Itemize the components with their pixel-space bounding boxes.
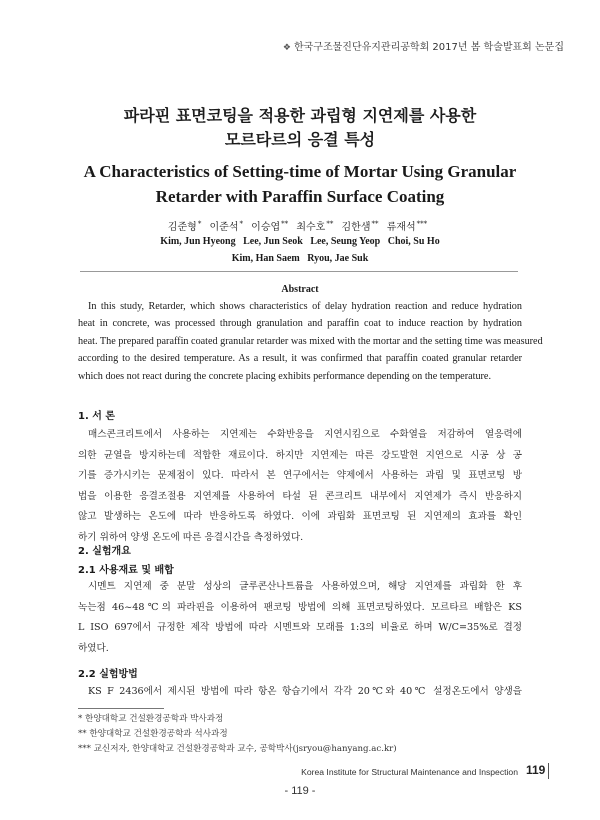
korean-authors xyxy=(0,218,600,233)
affiliation-mark: ** xyxy=(281,219,289,228)
footnotes xyxy=(78,712,397,757)
body-line: 녹는점 46~48℃의 파라핀을 이용하여 팬코팅 방법에 의해 표면코팅하였다. 모르타르 배합은 KS xyxy=(78,601,522,613)
affiliation-mark: * xyxy=(197,219,202,228)
abstract-line: according to the desired temperature. As a result, it was confirmed that paraffin coated granular retarder xyxy=(78,353,522,365)
body-line: 기를 증가시키는 문제점이 있다. 따라서 본 연구에서는 약제에서 사용하는 과립 및 표면코팅 방 xyxy=(78,470,522,482)
author-ko: 김준형 xyxy=(167,222,197,233)
author-ko: 이준석 xyxy=(209,222,239,233)
affiliation-mark: *** xyxy=(416,219,428,228)
section-2-2-heading: 2.2 실험방법 xyxy=(78,669,138,680)
body-line: 의한 균열을 방지하는데 적합한 재료이다. 하지만 지연제는 따른 강도발현 지연으로 시공 상 공 xyxy=(78,449,522,461)
footnote: ** 한양대학교 건설환경공학과 석사과정 xyxy=(78,729,228,739)
abstract-line: which does not react during the concrete placing exhibits performance depending on the temperature. xyxy=(78,370,492,382)
english-title-line-2: Retarder with Paraffin Surface Coating xyxy=(155,187,445,206)
footer-page-number: 119 xyxy=(526,763,546,777)
author-ko: 최수호 xyxy=(296,222,326,233)
footer-divider xyxy=(548,763,549,779)
affiliation-mark: ** xyxy=(371,219,379,228)
body-line: KS F 2436에서 제시된 방법에 따라 항온 항습기에서 각각 20℃와 40℃ 설정온도에서 양생을 xyxy=(88,686,522,697)
footnote: *** 교신저자, 한양대학교 건설환경공학과 교수, 공학박사(jsryou@hanyang.ac.kr) xyxy=(78,744,397,754)
body-line: 법을 이용한 응결조절용 지연제를 사용하여 타설 된 콘크리트 내부에서 지연제가 즉시 반응하지 xyxy=(78,490,522,502)
section-1-body xyxy=(78,425,522,549)
section-2-2-body xyxy=(78,682,522,703)
section-1-heading: 1. 서 론 xyxy=(78,411,116,422)
abstract-line: heat in concrete, was processed through granulation and paraffin coat to induce reaction by hydration xyxy=(78,318,522,330)
abstract-line: In this study, Retarder, which shows characteristics of delay hydration reaction and reduce hydration xyxy=(88,301,522,312)
running-header xyxy=(283,38,564,53)
diamond-bullet-icon: ❖ xyxy=(282,43,291,53)
footnote: * 한양대학교 건설환경공학과 박사과정 xyxy=(78,714,224,724)
korean-title-line-1: 파라핀 표면코팅을 적용한 과립형 지연제를 사용한 xyxy=(123,106,477,125)
abstract-body xyxy=(78,298,543,385)
abstract-line: heat. The prepared paraffin coated granular retarder was mixed with the mortar and the setting time was measured xyxy=(78,335,543,347)
body-line: 하기 위하여 양생 온도에 따른 응결시간을 측정하였다. xyxy=(78,531,304,543)
body-line: 매스콘크리트에서 사용하는 지연제는 수화반응을 지연시킴으로 수화열을 저감하여 열응력에 xyxy=(88,429,522,440)
body-line: 않고 발생하는 온도에 따라 반응하도록 하였다. 이에 과립화 표면코팅 된 지연제의 효과를 확인 xyxy=(78,511,522,523)
affiliation-mark: * xyxy=(239,219,243,228)
section-2-heading: 2. 실험개요 xyxy=(78,546,131,557)
section-2-1-body xyxy=(78,577,522,659)
abstract-heading: Abstract xyxy=(281,284,319,295)
running-header-text: 한국구조물진단유지관리공학회 2017년 봄 학술발표회 논문집 xyxy=(293,42,564,53)
english-title-line-1: A Characteristics of Setting-time of Mortar Using Granular xyxy=(83,162,517,181)
body-line: 하였다. xyxy=(78,642,109,654)
footer-institute: Korea Institute for Structural Maintenance and Inspection xyxy=(301,767,518,777)
korean-title-line-2: 모르타르의 응결 특성 xyxy=(224,130,376,149)
english-authors-line-2: Kim, Han Saem Ryou, Jae Suk xyxy=(231,253,369,264)
footnote-rule xyxy=(78,708,164,709)
body-line: L ISO 697에서 규정한 제작 방법에 따라 시멘트와 모래를 1:3의 비율로 하며 W/C=35%로 결정 xyxy=(78,622,522,634)
section-2-1-heading: 2.1 사용재료 및 배합 xyxy=(78,565,174,576)
author-ko: 이승엽 xyxy=(251,222,281,233)
english-authors-line-1: Kim, Jun Hyeong Lee, Jun Seok Lee, Seung Yeop Choi, Su Ho xyxy=(160,236,440,247)
affiliation-mark: ** xyxy=(326,219,334,228)
author-ko: 류재석 xyxy=(386,222,416,233)
author-ko: 김한샘 xyxy=(341,222,371,233)
abstract-top-rule xyxy=(80,271,518,272)
center-page-number: - 119 - xyxy=(284,785,316,797)
body-line: 시멘트 지연제 중 분말 성상의 글루콘산나트륨을 사용하였으며, 해당 지연제를 과립화 한 후 xyxy=(88,581,522,592)
